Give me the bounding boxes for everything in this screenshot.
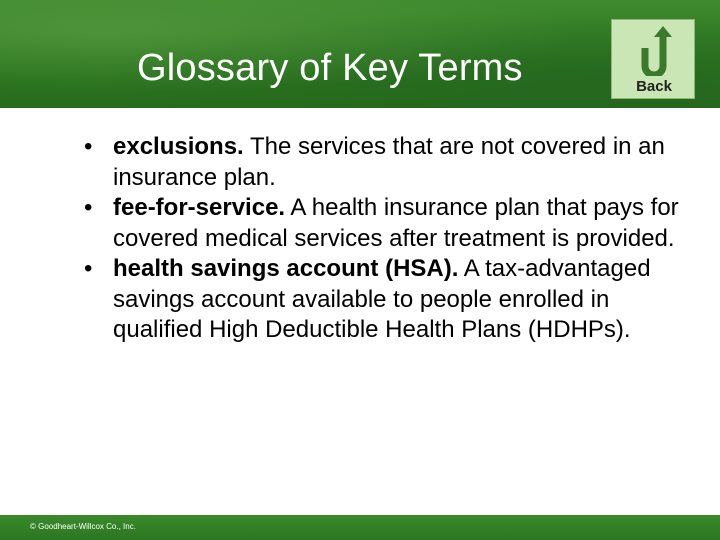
bullet: • (84, 133, 93, 160)
glossary-term: exclusions. (113, 133, 244, 160)
glossary-term: fee-for-service. (113, 194, 286, 221)
glossary-item (84, 254, 694, 346)
glossary-definition: The services that are not covered in an insurance plan. (113, 133, 665, 191)
glossary-list (84, 132, 694, 346)
bullet: • (84, 255, 93, 282)
glossary-definition: A health insurance plan that pays for covered medical services after treatment is provided. (113, 194, 679, 252)
back-button[interactable] (611, 19, 695, 99)
glossary-term: health savings account (HSA). (113, 255, 459, 282)
back-label: Back (636, 78, 672, 95)
copyright-text: © Goodheart-Willcox Co., Inc. (30, 522, 136, 531)
page-title: Glossary of Key Terms (137, 47, 523, 89)
u-turn-arrow-icon (634, 24, 674, 76)
footer-bar (0, 515, 720, 540)
glossary-item (84, 132, 694, 193)
header-banner (0, 0, 720, 108)
glossary-item (84, 193, 694, 254)
glossary-definition: A tax-advantaged savings account available to people enrolled in qualified High Deductible Health Plans (HDHPs). (113, 255, 651, 343)
bullet: • (84, 194, 93, 221)
